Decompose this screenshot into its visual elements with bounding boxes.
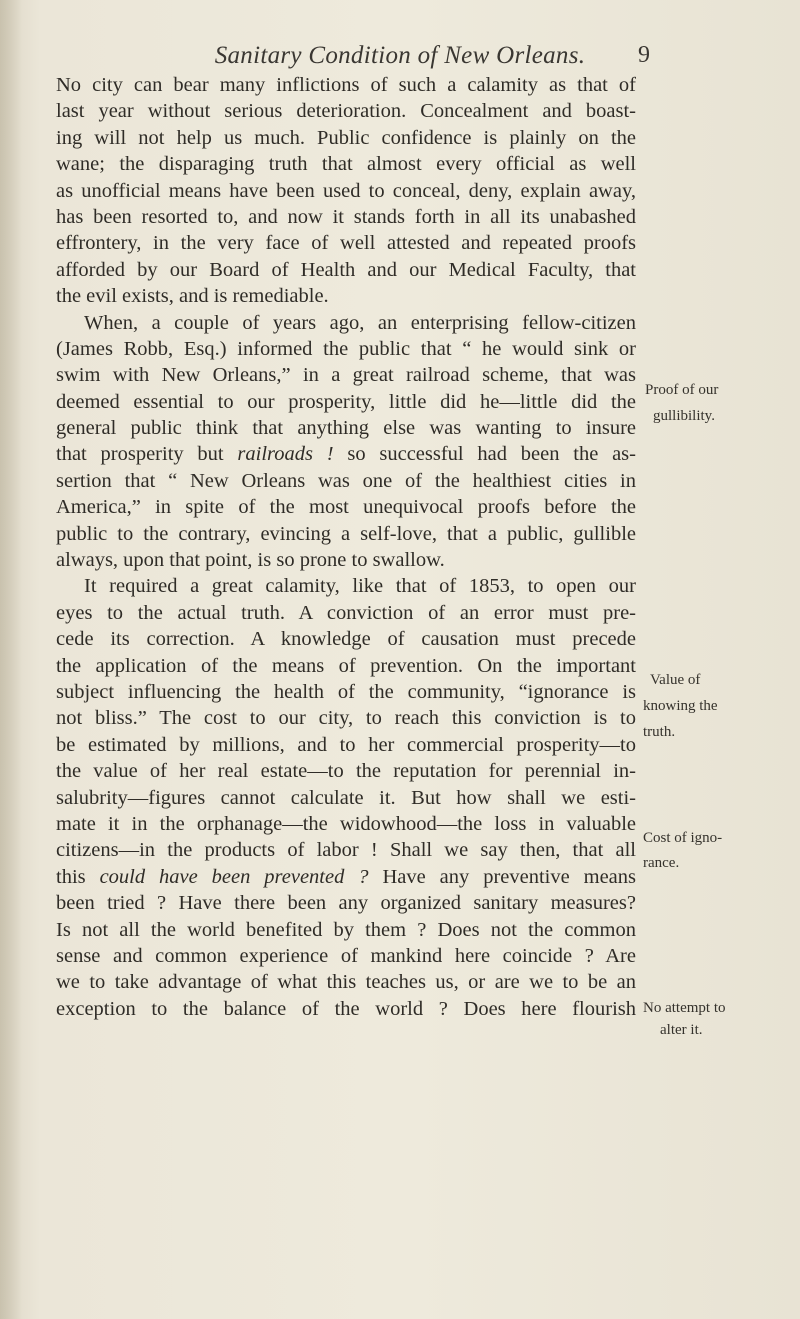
text-line: afforded by our Board of Health and our Medical Faculty, that (56, 258, 636, 281)
text-line: cede its correction. A knowledge of causation must precede (56, 628, 636, 651)
text-span: that prosperity but (56, 443, 224, 466)
margin-note-value: Value of (650, 672, 701, 688)
text-line: the value of her real estate—to the reputation for perennial in- (56, 760, 636, 783)
text-line: citizens—in the products of labor ! Shall we say then, that all (56, 839, 636, 862)
text-line: public to the contrary, evincing a self-love, that a public, gullible (56, 522, 636, 545)
text-line: It required a great calamity, like that of 1853, to open our (84, 575, 636, 598)
italic-span: railroads ! (237, 443, 334, 466)
text-line: the application of the means of prevention. On the important (56, 654, 636, 677)
text-line: effrontery, in the very face of well attested and repeated proofs (56, 232, 636, 255)
text-line: (James Robb, Esq.) informed the public that “ he would sink or (56, 337, 636, 360)
text-line: wane; the disparaging truth that almost every official as well (56, 153, 636, 176)
text-line: we to take advantage of what this teaches us, or are we to be an (56, 971, 636, 994)
margin-note-value: truth. (643, 724, 676, 740)
text-line: ing will not help us much. Public confidence is plainly on the (56, 126, 636, 149)
text-span: so successful had been the as- (347, 443, 636, 466)
italic-span: could have been prevented ? (99, 865, 369, 888)
text-line: sense and common experience of mankind here coincide ? Are (56, 944, 636, 967)
text-line: be estimated by millions, and to her commercial prosperity—to (56, 733, 636, 756)
text-line: has been resorted to, and now it stands forth in all its unabashed (56, 205, 636, 228)
text-line: exception to the balance of the world ? Does here flourish (56, 997, 636, 1020)
margin-note-value: knowing the (643, 698, 718, 714)
text-line: eyes to the actual truth. A conviction of an error must pre- (56, 601, 636, 624)
text-line (56, 441, 636, 467)
text-line: salubrity—figures cannot calculate it. But how shall we esti- (56, 786, 636, 809)
margin-note-attempt: alter it. (660, 1022, 703, 1038)
text-line: general public think that anything else was wanting to insure (56, 417, 636, 440)
running-title: Sanitary Condition of New Orleans. (214, 42, 586, 69)
text-line: swim with New Orleans,” in a great railroad scheme, that was (56, 364, 636, 387)
text-line: subject influencing the health of the community, “ignorance is (56, 680, 636, 703)
margin-note-cost: Cost of igno- (643, 830, 723, 846)
text-line: No city can bear many inflictions of such a calamity as that of (56, 74, 636, 96)
page-edge-shadow (0, 0, 22, 1319)
text-line: always, upon that point, is so prone to swallow. (56, 549, 445, 572)
text-line: sertion that “ New Orleans was one of the healthiest cities in (56, 469, 636, 492)
margin-note-cost: rance. (643, 855, 680, 871)
text-line: not bliss.” The cost to our city, to reach this conviction is to (56, 707, 636, 730)
text-line: as unofficial means have been used to conceal, deny, explain away, (56, 179, 636, 202)
text-span: Have any preventive means (382, 865, 637, 888)
text-line: the evil exists, and is remediable. (56, 285, 329, 308)
text-line: last year without serious deterioration. Concealment and boast- (56, 100, 636, 123)
text-line: been tried ? Have there been any organized sanitary measures? (56, 892, 636, 915)
margin-note-proof: Proof of our (645, 382, 719, 398)
text-span: this (56, 865, 86, 888)
text-line: When, a couple of years ago, an enterprising fellow-citizen (84, 311, 636, 334)
margin-note-attempt: No attempt to (643, 1000, 726, 1016)
text-line: Is not all the world benefited by them ? Does not the common (56, 918, 636, 941)
text-line: mate it in the orphanage—the widowhood—the loss in valuable (56, 812, 636, 835)
text-line: deemed essential to our prosperity, little did he—little did the (56, 390, 636, 413)
margin-note-proof: gullibility. (653, 408, 715, 424)
text-line: America,” in spite of the most unequivocal proofs before the (56, 496, 636, 519)
text-line (56, 864, 636, 890)
body-text (56, 72, 636, 1022)
page-number: 9 (638, 42, 650, 68)
